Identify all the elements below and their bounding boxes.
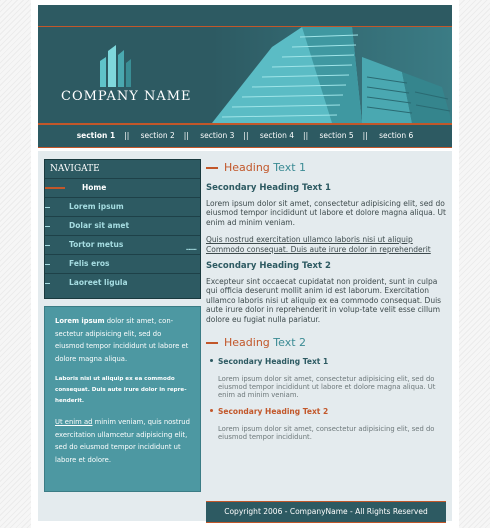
paragraph-2: [206, 235, 446, 254]
info-paragraph-2: Laboris nisi ut aliquip ex ea commodo consequat. Duis aute irure dolor in repre-henderit.: [55, 376, 187, 404]
list-item-2[interactable]: [206, 407, 446, 417]
heading-2: [206, 334, 446, 351]
dash-icon: [45, 245, 50, 246]
nav-separator: ||: [124, 131, 130, 140]
paragraph-2-link[interactable]: Quis nostrud exercitation ullamco laboris nisi ut aliquip Commodo consequat. Duis aute irure dolor in reprehenderit: [206, 235, 431, 254]
header: [38, 5, 452, 148]
sidebar-item-felis-eros[interactable]: [45, 255, 200, 274]
secondary-heading-2: Secondary Heading Text 2: [206, 261, 331, 271]
footer: Copyright 2006 - CompanyName - All Rights Reserved: [206, 501, 446, 523]
sidebar-item-label: Dolar sit amet: [69, 221, 130, 230]
heading-2-part-a: Heading: [224, 336, 274, 349]
dash-icon: [45, 283, 50, 284]
info-bold-text: Lorem ipsum: [55, 317, 105, 325]
list-item-2-text: Lorem ipsum dolor sit amet, consectetur adipisicing elit, sed do eiusmod tempor incididunt.: [218, 424, 435, 442]
nav-separator: ||: [303, 131, 309, 140]
sidebar-item-tortor-metus[interactable]: [45, 236, 200, 255]
heading-2-part-b: Text 2: [273, 336, 307, 349]
navigate-title: NAVIGATE: [45, 160, 200, 179]
heading-1-part-b: Text 1: [273, 161, 307, 174]
sidebar-item-lorem-ipsum[interactable]: [45, 198, 200, 217]
body-area: [38, 151, 452, 521]
company-name: COMPANY NAME: [61, 89, 192, 104]
nav-separator: ||: [362, 131, 368, 140]
nav-separator: ||: [183, 131, 189, 140]
nav-section-4[interactable]: section 4: [259, 131, 295, 140]
sidebar-item-label: Home: [82, 183, 107, 192]
dots-decoration: ........: [185, 245, 196, 252]
list-item-label: Secondary Heading Text 2: [218, 407, 329, 417]
info-text: dolor sit amet, con-sectetur adipisicing elit, sed do eiusmod tempor incididunt ut labore et dolore magna aliqua.: [55, 317, 189, 363]
sidebar-item-dolar-sit-amet[interactable]: [45, 217, 200, 236]
heading-1-part-a: Heading: [224, 161, 274, 174]
nav-section-2[interactable]: section 2: [140, 131, 175, 140]
list-item-label: Secondary Heading Text 1: [218, 357, 329, 366]
top-nav: [38, 129, 452, 143]
heading-dash-icon: [206, 167, 218, 169]
dash-icon: [45, 226, 50, 227]
secondary-heading-1: Secondary Heading Text 1: [206, 183, 331, 193]
nav-separator: ||: [243, 131, 249, 140]
list-item-1[interactable]: [206, 357, 446, 367]
page: [31, 0, 459, 528]
dash-icon: [45, 187, 65, 189]
heading-dash-icon: [206, 342, 218, 344]
nav-section-3[interactable]: section 3: [200, 131, 235, 140]
info-text: minim veniam, quis nostrud exercitation ullamcetur adipisicing elit, sed do eiusmod tempor incididunt ut labore et dolore.: [55, 418, 190, 464]
header-bottom-line-2: [38, 147, 452, 148]
list-item-1-text: Lorem ipsum dolor sit amet, consectetur adipisicing elit, sed do eiusmod tempor incididunt ut labore et dolore magna aliqua. Ut enim ad minim veniam.: [218, 374, 436, 400]
info-paragraph-1: [55, 315, 190, 365]
info-link[interactable]: Ut enim ad: [55, 418, 93, 426]
dash-icon: [45, 207, 50, 208]
info-box: [44, 306, 201, 492]
heading-1-text: [224, 159, 306, 176]
header-bottom-line: [38, 123, 452, 125]
info-paragraph-3: [55, 416, 190, 466]
main-content: [206, 159, 446, 516]
paragraph-1: Lorem ipsum dolor sit amet, consectetur adipisicing elit, sed do eiusmod tempor incididunt ut labore et dolore magna aliqua. Ut enim ad minim veniam.: [206, 198, 446, 227]
bullet-icon: [210, 359, 213, 362]
heading-1: [206, 159, 446, 176]
company-logo-icon: [94, 41, 134, 87]
dash-icon: [45, 264, 50, 265]
sidebar-item-label: Tortor metus: [69, 240, 124, 249]
sidebar-item-home[interactable]: [45, 179, 200, 198]
paragraph-3: Excepteur sint occaecat cupidatat non proident, sunt in culpa qui officia deserunt mollit anim id est laborum. Exercitation ullamco laboris nisi ut aliquip ex ea commodo consequat. Duis aute irure dolor in reprehenderit in volup-tate velit esse cillum dolore eu fugiat nulla pariatur.: [206, 276, 442, 324]
nav-section-1[interactable]: section 1: [76, 131, 116, 140]
sidebar-item-label: Laoreet ligula: [69, 278, 128, 287]
sidebar-item-laoreet-ligula[interactable]: [45, 274, 200, 292]
bullet-icon: [210, 409, 213, 412]
sidebar: [44, 159, 201, 492]
heading-2-text: [224, 334, 306, 351]
nav-section-6[interactable]: section 6: [379, 131, 414, 140]
nav-section-5[interactable]: section 5: [319, 131, 354, 140]
navigate-panel: [44, 159, 201, 299]
sidebar-item-label: Lorem ipsum: [69, 202, 124, 211]
sidebar-item-label: Felis eros: [69, 259, 110, 268]
building-image: [212, 27, 452, 123]
